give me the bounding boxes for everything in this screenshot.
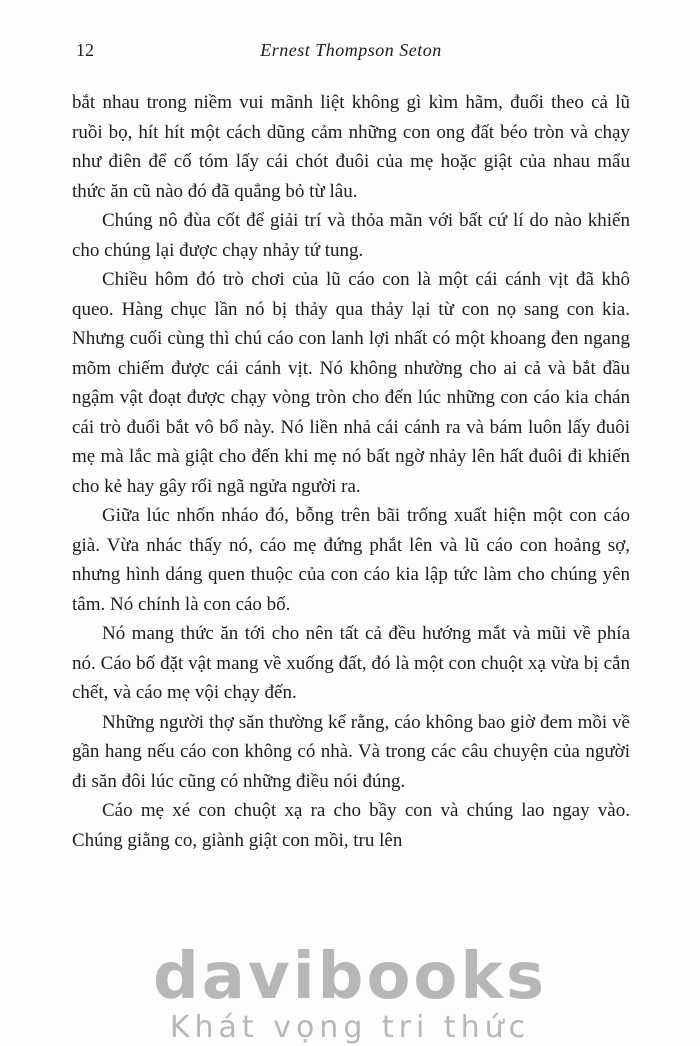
watermark-brand: davibooks [152,939,548,1014]
paragraph: bắt nhau trong niềm vui mãnh liệt không gì kìm hãm, đuổi theo cả lũ ruồi bọ, hít hít một cách dũng cảm những con ong đất béo tròn và chạy như điên để cố tóm lấy cái chót đuôi của mẹ hoặc giật của nhau mẩu thức ăn cũ nào đó đã quẳng bỏ từ lâu. [72,92,630,202]
watermark [0,939,700,1045]
running-title-author: Ernest Thompson Seton [260,40,442,60]
paragraph: Giữa lúc nhốn nháo đó, bỗng trên bãi trống xuất hiện một con cáo già. Vừa nhác thấy nó, cáo mẹ đứng phắt lên và lũ cáo con hoảng sợ, nhưng hình dáng quen thuộc của con cáo kia lập tức làm cho chúng yên tâm. Nó chính là con cáo bố. [72,505,630,615]
paragraph: Nó mang thức ăn tới cho nên tất cả đều hướng mắt và mũi về phía nó. Cáo bố đặt vật mang về xuống đất, đó là một con chuột xạ vừa bị cắn chết, và cáo mẹ vội chạy đến. [72,623,630,703]
page-header [72,40,630,64]
body-text [72,88,630,855]
paragraph: Những người thợ săn thường kể rằng, cáo không bao giờ đem mồi về gần hang nếu cáo con không có nhà. Và trong các câu chuyện của người đi săn đôi lúc cũng có những điều nói đúng. [72,711,630,792]
page-number: 12 [76,40,94,60]
paragraph: Chúng nô đùa cốt để giải trí và thỏa mãn với bất cứ lí do nào khiến cho chúng lại được chạy nhảy tứ tung. [72,210,630,261]
watermark-tagline: Khát vọng tri thức [169,1010,531,1045]
paragraph: Chiều hôm đó trò chơi của lũ cáo con là một cái cánh vịt đã khô queo. Hàng chục lần nó bị thảy qua thảy lại từ con nọ sang con kia. Nhưng cuối cùng thì chú cáo con lanh lợi nhất có một khoang đen ngang mõm chiếm được cái cánh vịt. Nó không nhường cho ai cả và bắt đầu ngậm vật đoạt được chạy vòng tròn cho đến lúc những con cáo kia chán cái trò đuổi bắt vô bổ này. Nó liền nhả cái cánh ra và bám luôn lấy đuôi mẹ mà lắc mà giật cho đến khi mẹ nó bất ngờ nhảy lên hất đuôi đi khiến cho kẻ hay gây rối ngã ngửa người ra. [72,269,630,497]
paragraph: Cáo mẹ xé con chuột xạ ra cho bầy con và chúng lao ngay vào. Chúng giằng co, giành giật con mồi, tru lên [72,800,630,851]
